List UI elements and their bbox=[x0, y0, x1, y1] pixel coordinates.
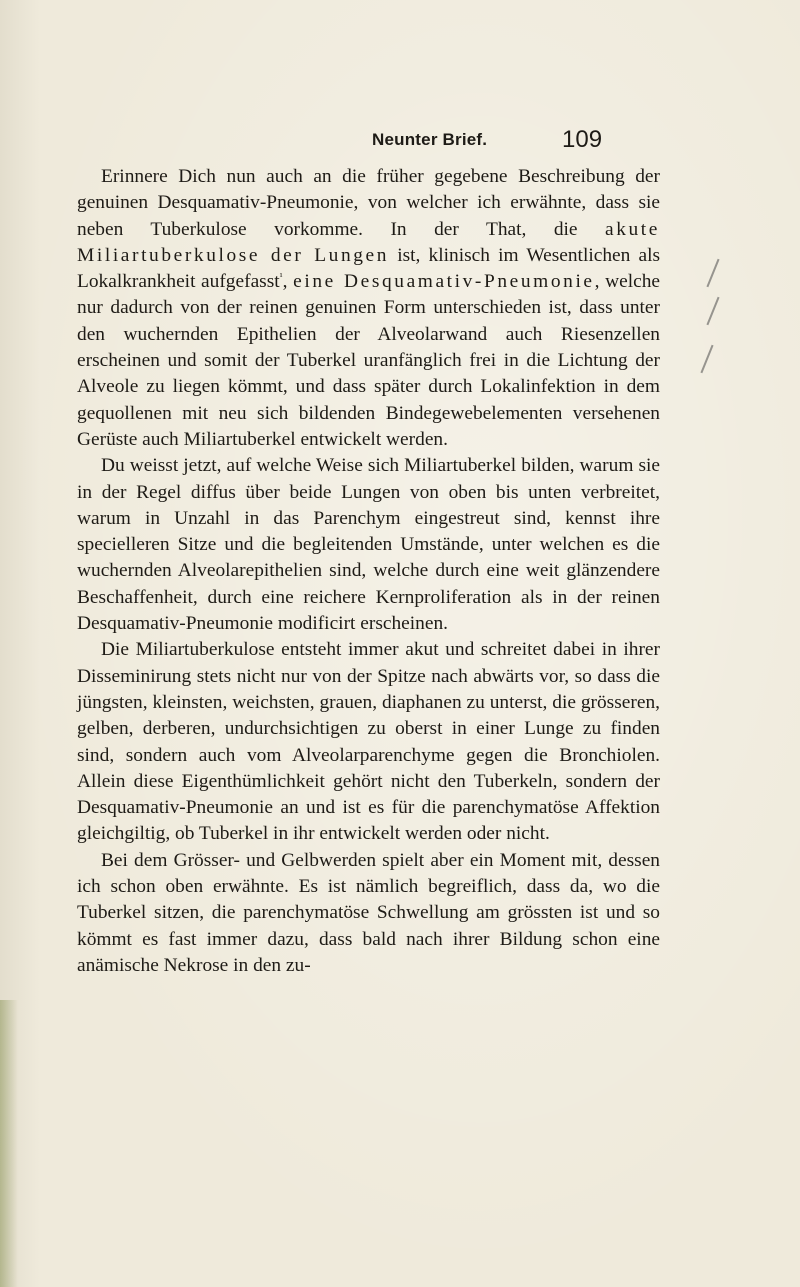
text-run: Die Miliartuberkulose entsteht immer akut und schreitet dabei in ihrer Disseminirung stets nicht nur von der Spitze nach abwärts vor, so dass die jüngsten, kleinsten, weichsten, grauen, diaphanen zu unterst, die grösseren, gelben, derberen, undurchsichtigen zu oberst in einer Lunge zu finden sind, sondern auch vom Alveolarparenchyme gegen die Bronchiolen. Allein diese Eigenthümlichkeit gehört nicht den Tuberkeln, sondern der Desquamativ-Pneumonie an und ist es für die parenchymatöse Affektion gleichgiltig, ob Tuberkel in ihr entwickelt werden oder nicht. bbox=[77, 639, 660, 845]
text-run: Bei dem Grösser- und Gelbwerden spielt aber ein Moment mit, dessen ich schon oben erwähnte. Es ist nämlich begreiflich, dass da, wo die Tuberkel sitzen, die parenchymatöse Schwellung am grössten ist und so kömmt es fast immer dazu, dass bald nach ihrer Bildung schon eine anämische Nekrose in den zu- bbox=[77, 849, 660, 976]
running-title: Neunter Brief. bbox=[372, 130, 488, 149]
text-run: Erinnere Dich nun auch an die früher gegebene Beschreibung der genuinen Desquamativ-Pneumonie, von welcher ich erwähnte, dass sie neben Tuberkulose vorkomme. In der That, die bbox=[77, 166, 660, 240]
text-run: Du weisst jetzt, auf welche Weise sich Miliartuberkel bilden, warum sie in der Regel diffus über beide Lungen von oben bis unten verbreitet, warum in Unzahl in das Parenchym eingestreut sind, kennst ihre specielleren Sitze und die begleitenden Umstände, unter welchen es die wuchernden Alveolarepithelien sind, welche durch eine weit glänzendere Beschaffenheit, durch eine reichere Kernproliferation als in der reinen Desquamativ-Pneumonie modificirt erscheinen. bbox=[77, 455, 660, 635]
margin-mark bbox=[706, 297, 719, 326]
paragraph bbox=[77, 453, 660, 637]
paragraph bbox=[77, 637, 660, 847]
body-text bbox=[77, 164, 660, 979]
margin-mark bbox=[706, 259, 719, 288]
footnote-marker: ¹ bbox=[279, 271, 283, 283]
paragraph bbox=[77, 848, 660, 979]
emphasized-text: akute Miliartuberkulose der Lungen bbox=[77, 218, 660, 266]
margin-mark bbox=[700, 345, 713, 374]
page-number: 109 bbox=[562, 126, 603, 153]
text-run: , welche nur dadurch von der reinen genuinen Form unterschieden ist, dass unter den wuchernden Epithelien der Alveolarwand auch Riesenzellen erscheinen und somit der Tuberkel uranfänglich frei in die Lichtung der Alveole zu liegen kömmt, und dass später durch Lokalinfektion in dem gequollenen mit neu sich bildenden Bindegewebelementen versehenen Gerüste auch Miliartuberkel entwickelt werden. bbox=[77, 271, 660, 450]
page-edge-shadow bbox=[0, 1000, 18, 1287]
paragraph bbox=[77, 164, 660, 453]
text-run: ist, klinisch im Wesentlichen als Lokalkrankheit aufgefasst bbox=[77, 244, 661, 293]
running-header bbox=[0, 126, 800, 156]
emphasized-text: eine Desquamativ-Pneumonie bbox=[293, 271, 595, 293]
text-run: , bbox=[282, 271, 294, 293]
